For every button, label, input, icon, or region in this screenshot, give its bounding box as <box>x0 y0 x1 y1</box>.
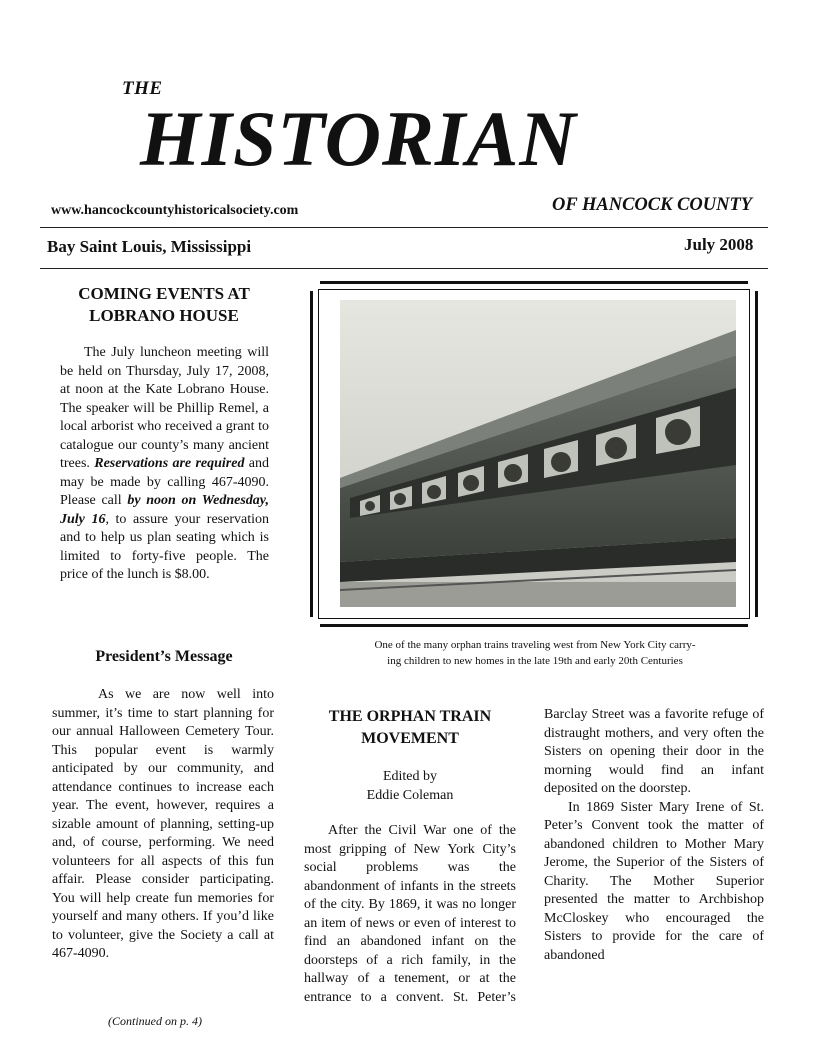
deadline-emphasis: by noon on Wednesday, July 16 <box>60 493 269 527</box>
orphan-train-para-2: In 1869 Sister Mary Irene of St. Peter’s Convent took the matter of abandoned children to Mother Mary Jerome, the Superior of the Sisters of Charity. The Mother Superior presented the matter to Archbishop McCloskey who encouraged the Sisters to provide for the care of abandoned <box>544 799 764 963</box>
orphan-train-column-2 <box>544 706 764 1006</box>
edited-by-label: Edited by <box>382 769 438 784</box>
issue-date: July 2008 <box>684 235 754 254</box>
orphan-train-heading-line2: MOVEMENT <box>361 730 459 747</box>
orphan-train-column-1 <box>304 822 516 1007</box>
editor-name: Eddie Coleman <box>366 787 454 803</box>
orphan-train-para-1-col2: Barclay Street was a favorite refuge of distraught mothers, and very often the Sisters on opening their door in the morning would find an infant deposited on the doorstep. <box>544 707 764 796</box>
byline <box>304 768 516 805</box>
photo-caption-line1: One of the many orphan trains traveling west from New York City carry- <box>374 639 696 651</box>
continued-note: (Continued on p. 4) <box>108 1014 202 1028</box>
presidents-message-text: As we are now well into summer, it’s time to start planning for our annual Halloween Cemetery Tour. This popular event is warmly anticipated by our community, and attendance continues to increase each year. The event, however, requires a sizable amount of planning, setting-up and, of course, performing. We need volunteers for all aspects of this fun affair. Please consider participating. You will help create fun memories for yourself and many others. If you’d like to volunteer, give the Society a call at 467-4090. <box>52 687 274 961</box>
presidents-message-body <box>52 686 274 964</box>
reservations-required-emphasis: Reservations are required <box>94 456 245 471</box>
photo-caption <box>322 637 748 669</box>
photo-caption-line2: ing children to new homes in the late 19th and early 20th Centuries <box>387 655 683 667</box>
newsletter-title: HISTORIAN <box>140 95 577 182</box>
coming-events-text-2: and may be made by calling 467-4090. Please call <box>60 456 269 508</box>
coming-events-heading-line1: COMING EVENTS AT <box>78 284 250 303</box>
orphan-train-heading <box>304 706 516 750</box>
newsletter-subtitle: OF HANCOCK COUNTY <box>552 195 753 215</box>
orphan-train-heading-line1: THE ORPHAN TRAIN <box>328 708 492 725</box>
coming-events-heading <box>50 283 278 327</box>
masthead-the: THE <box>122 78 163 99</box>
coming-events-body <box>60 344 269 585</box>
website-link[interactable]: www.hancockcountyhistoricalsociety.com <box>51 203 299 218</box>
masthead-rule-top <box>40 227 768 228</box>
coming-events-text-1: The July luncheon meeting will be held on Thursday, July 17, 2008, at noon at the Kate Lobrano House. The speaker will be Phillip Remel, a local arborist who received a grant to catalogue our county’s many ancient trees. <box>60 345 269 471</box>
location: Bay Saint Louis, Mississippi <box>47 237 252 256</box>
presidents-message-heading: President’s Message <box>95 648 233 665</box>
orphan-train-photo <box>340 300 736 607</box>
orphan-train-para-1-col1: After the Civil War one of the most gripping of New York City’s social problems was the abandonment of infants in the streets of the city. By 1869, it was no longer an item of news or even of interest to find an abandoned infant on the doorsteps of a rich family, in the hallway of a tenement, or at the entrance to a convent. St. Peter’s <box>304 823 516 1005</box>
coming-events-text-3: , to assure your reservation and to help us plan seating which is limited to forty-five people. The price of the lunch is $8.00. <box>60 511 270 582</box>
masthead-rule-bottom <box>40 268 768 269</box>
coming-events-heading-line2: LOBRANO HOUSE <box>89 306 239 325</box>
